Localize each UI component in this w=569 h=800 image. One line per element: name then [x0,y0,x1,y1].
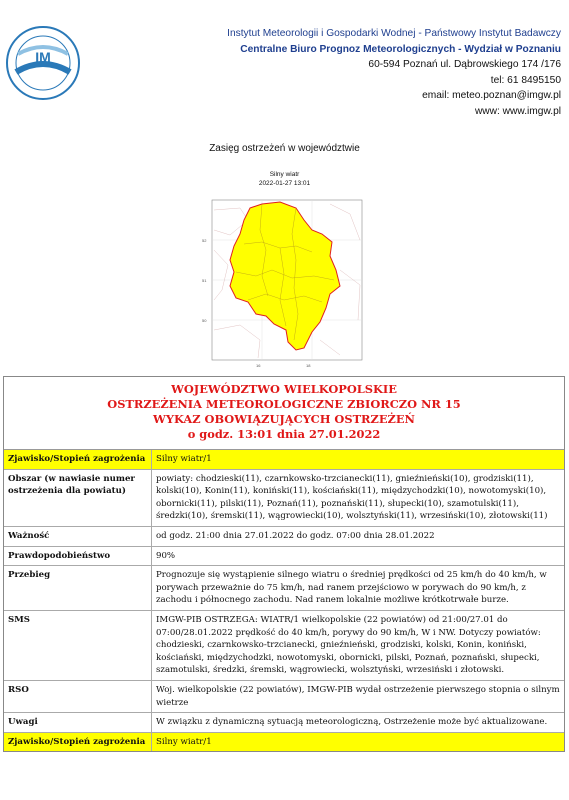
svg-text:16: 16 [256,363,261,368]
institute-name: Instytut Meteorologii i Gospodarki Wodnej - Państwowy Instytut Badawczy [227,28,561,39]
phone: tel: 61 8495150 [490,74,561,86]
map-datetime: 2022-01-27 13:01 [258,180,311,187]
bulletin-title: OSTRZEŻENIA METEOROLOGICZNE ZBIORCZO NR 15 [107,397,461,411]
row-label: Obszar (w nawiasie numer ostrzeżenia dla powiatu) [4,470,152,526]
issued-time: o godz. 13:01 dnia 27.01.2022 [187,427,381,441]
map-phenomenon: Silny wiatr [269,171,300,178]
table-row-phenomenon-2 [4,733,564,752]
email[interactable]: email: meteo.poznan@imgw.pl [422,90,561,102]
row-label: Zjawisko/Stopień zagrożenia [4,450,152,469]
row-label: Przebieg [4,566,152,610]
row-value: Silny wiatr/1 [152,733,564,752]
svg-text:51: 51 [202,278,207,283]
svg-text:50: 50 [202,318,207,323]
row-value: Prognozuje się wystąpienie silnego wiatru o średniej prędkości od 25 km/h do 40 km/h, w porywach przeważnie do 75 km/h, nad ranem przejściowo w porywach do 90 km/h, z zachodu i północnego zachodu. Nad ranem lokalnie możliwe krótkotrwałe burze. [156,570,547,606]
row-label: Ważność [4,527,152,546]
website[interactable]: www: www.imgw.pl [474,105,561,117]
voivodeship-title: WOJEWÓDZTWO WIELKOPOLSKIE [171,382,397,396]
row-label: SMS [4,611,152,680]
imgw-logo [6,26,80,100]
row-value: 90% [156,550,176,561]
table-row-probability [4,547,564,567]
row-value: Silny wiatr/1 [152,450,564,469]
svg-text:IM: IM [35,49,51,65]
row-value: powiaty: chodzieski(11), czarnkowsko-trzcianecki(11), gnieźnieński(10), grodziski(11), kolski(10), Konin(11), koniński(11), kościański(11), międzychodzki(10), nowotomyski(10), obornicki(11), pilski(11), Poznań(11), poznański(11), słupecki(10), szamotulski(11), średzki(10), śremski(11), wągrowiecki(10), wolsztyński(11), wrzesiński(10), złotowski(11) [156,473,548,522]
office-name: Centralne Biuro Prognoz Meteorologicznych - Wydział w Poznaniu [240,43,561,55]
warning-map [200,190,370,370]
svg-text:GW: GW [30,69,56,85]
table-row-validity [4,527,564,547]
warning-table [3,376,565,752]
row-value: IMGW-PIB OSTRZEGA: WIATR/1 wielkopolskie (22 powiatów) od 21:00/27.01 do 07:00/28.01.2022 prędkość do 40 km/h, porywy do 90 km/h, W i NW. Dotyczy powiatów: chodzieski, czarnkowsko-trzcianecki, gnieźnieński, grodziski, kolski, Konin, koniński, kościański, międzychodzki, nowotomyski, obornicki, pilski, Poznań, poznański, słupecki, szamotulski, średzki, śremski, wągrowiecki, wolsztyński, wrzesiński i złotowski. [156,614,541,676]
map-caption [0,170,569,188]
row-label: Prawdopodobieństwo [4,547,152,566]
table-row-sms [4,611,564,681]
institute-header [201,26,561,120]
table-row-notes [4,713,564,733]
svg-text:18: 18 [306,363,311,368]
table-row-rso [4,681,564,713]
row-label: Zjawisko/Stopień zagrożenia [4,733,152,752]
row-value: od godz. 21:00 dnia 27.01.2022 do godz. 07:00 dnia 28.01.2022 [156,530,435,541]
page-title: Zasięg ostrzeżeń w województwie [209,143,360,154]
svg-text:52: 52 [202,238,207,243]
row-label: RSO [4,681,152,712]
address: 60-594 Poznań ul. Dąbrowskiego 174 /176 [368,59,561,71]
row-value: Woj. wielkopolskie (22 powiatów), IMGW-PIB wydał ostrzeżenie pierwszego stopnia o silnym wietrze [156,684,560,708]
list-title: WYKAZ OBOWIĄZUJĄCYCH OSTRZEŻEŃ [153,412,415,426]
row-value: W związku z dynamiczną sytuacją meteorologiczną, Ostrzeżenie może być aktualizowane. [156,717,548,728]
row-label: Uwagi [4,713,152,732]
table-row-course [4,566,564,611]
warning-heading [4,377,564,450]
table-row-phenomenon [4,450,564,470]
table-row-area [4,470,564,527]
